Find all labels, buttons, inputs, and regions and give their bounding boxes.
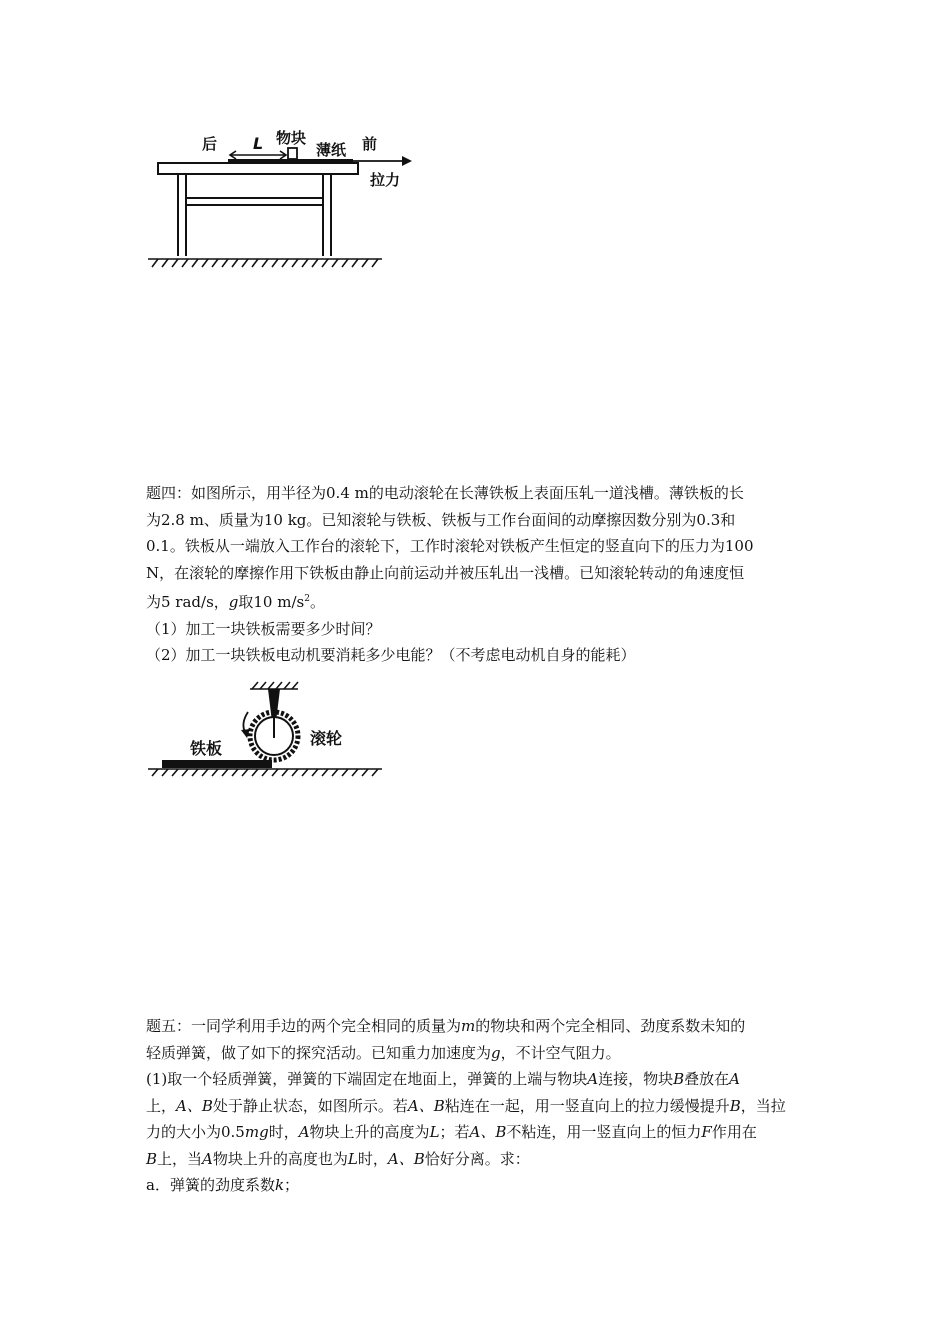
ground [148, 769, 382, 776]
problem-5-line-3: (1)取一个轻质弹簧，弹簧的下端固定在地面上，弹簧的上端与物块A连接，物块B叠放在A [146, 1070, 741, 1088]
problem-4-line-4: N，在滚轮的摩擦作用下铁板由静止向前运动并被压轧出一浅槽。已知滚轮转动的角速度恒 [146, 563, 745, 582]
problem-4 [146, 480, 816, 669]
label-L: L [253, 134, 264, 153]
ceiling-mount [250, 682, 298, 689]
label-pull: 拉力 [370, 171, 401, 189]
table-legs [178, 174, 331, 256]
problem-4-question-2: （2）加工一块铁板电动机要消耗多少电能？（不考虑电动机自身的能耗） [146, 646, 636, 664]
pull-arrow-head [402, 156, 412, 166]
figure-roller-plate [140, 680, 390, 780]
problem-5-line-6: B上，当A物块上升的高度也为L时，A、B恰好分离。求： [146, 1149, 530, 1168]
figure-table-block-paper [140, 125, 420, 270]
iron-plate [162, 760, 272, 768]
problem-5-line-5: 力的大小为0.5mg时，A物块上升的高度为L；若A、B不粘连，用一竖直向上的恒力F作用在 [146, 1123, 757, 1141]
problem-5-line-7: a．弹簧的劲度系数k； [146, 1176, 300, 1194]
problem-4-line-3: 0.1。铁板从一端放入工作台的滚轮下，工作时滚轮对铁板产生恒定的竖直向下的压力为100 [146, 537, 754, 555]
table-top [158, 163, 358, 174]
ground [148, 259, 382, 267]
label-front: 前 [362, 135, 378, 153]
label-plate: 铁板 [190, 739, 223, 758]
problem-4-line-2: 为2.8 m、质量为10 kg。已知滚轮与铁板、铁板与工作台面间的动摩擦因数分别为0.3和 [146, 510, 736, 529]
problem-4-question-1: （1）加工一块铁板需要多少时间？ [146, 619, 381, 638]
problem-5-line-1: 题五：一同学利用手边的两个完全相同的质量为m的物块和两个完全相同、劲度系数未知的 [146, 1017, 746, 1035]
block [288, 148, 297, 159]
label-block: 物块 [276, 129, 307, 147]
label-back: 后 [202, 135, 218, 153]
problem-5-line-2: 轻质弹簧，做了如下的探究活动。已知重力加速度为g，不计空气阻力。 [146, 1043, 621, 1062]
label-roller: 滚轮 [310, 729, 343, 748]
problem-5-line-4: 上，A、B处于静止状态，如图所示。若A、B粘连在一起，用一竖直向上的拉力缓慢提升B，当拉 [146, 1096, 786, 1115]
problem-4-line-5: 为5 rad/s，g取10 $m/s^2$。 [146, 593, 325, 611]
problem-4-line-1: 题四：如图所示，用半径为0.4 m的电动滚轮在长薄铁板上表面压轧一道浅槽。薄铁板的长 [146, 484, 744, 502]
label-paper: 薄纸 [316, 141, 347, 159]
problem-5 [146, 1013, 816, 1199]
